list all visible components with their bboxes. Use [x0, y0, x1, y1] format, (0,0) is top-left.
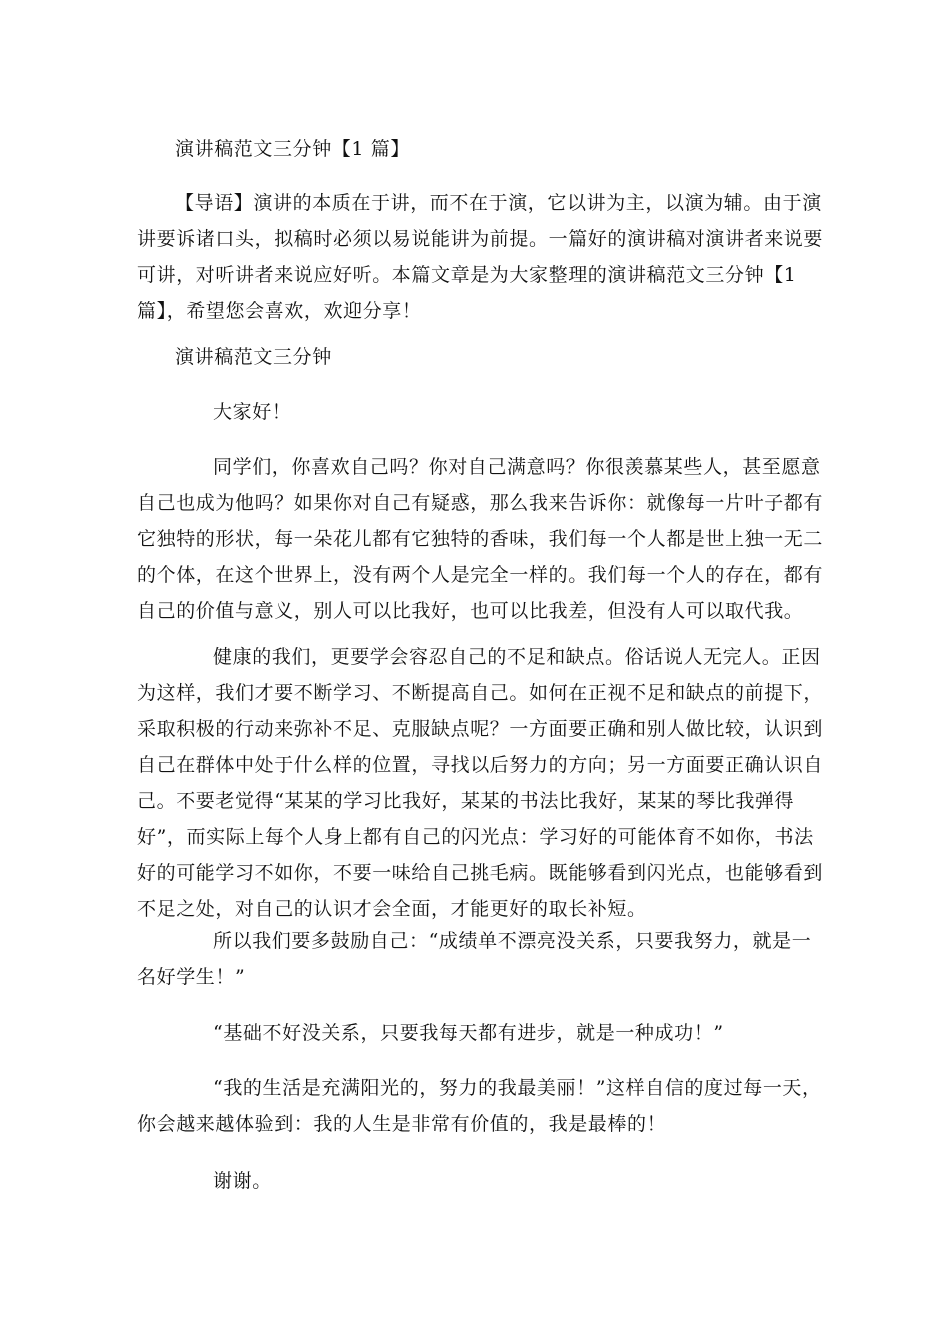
body-paragraph-3: 所以我们要多鼓励自己：“成绩单不漂亮没关系，只要我努力，就是一 名好学生！” [137, 930, 812, 988]
greeting: 大家好！ [213, 401, 292, 423]
document-title: 演讲稿范文三分钟【1 篇】 [175, 138, 410, 160]
body-paragraph-5: “我的生活是充满阳光的，努力的我最美丽！”这样自信的度过每一天， 你会越来越体验到：我的人生是非常有价值的，我是最棒的！ [137, 1077, 822, 1135]
body-paragraph-2: 健康的我们，更要学会容忍自己的不足和缺点。俗话说人无完人。正因 为这样，我们才要不断学习、不断提高自己。如何在正视不足和缺点的前提下， 采取积极的行动来弥补不足、克服缺点呢？一方面要正确和别人做比较，认识到 自己在群体中处于什么样的位置，寻找以后努力的方向；另一方面要正确认识自 己。不要老觉得“某某的学习比我好，某某的书法比我好，某某的琴比我弹得 好”，而实际上每个人身上都有自己的闪光点：学习好的可能体育不如你，书法 好的可能学习不如你，不要一味给自己挑毛病。既能够看到闪光点，也能够看到 不足之处，对自己的认识才会全面，才能更好的取长补短。 [137, 646, 824, 920]
body-paragraph-4: “基础不好没关系，只要我每天都有进步，就是一种成功！” [213, 1022, 724, 1044]
intro-paragraph: 【导语】演讲的本质在于讲，而不在于演，它以讲为主，以演为辅。由于演 讲要诉诸口头，拟稿时必须以易说能讲为前提。一篇好的演讲稿对演讲者来说要 可讲，对听讲者来说应好听。本篇文章是为大家整理的演讲稿范文三分钟【1 篇】，希望您会喜欢，欢迎分享！ [137, 192, 824, 322]
speech-subtitle: 演讲稿范文三分钟 [175, 346, 332, 368]
body-paragraph-1: 同学们，你喜欢自己吗？你对自己满意吗？你很羡慕某些人，甚至愿意 自己也成为他吗？如果你对自己有疑惑，那么我来告诉你：就像每一片叶子都有 它独特的形状，每一朵花儿都有它独特的香味，我们每一个人都是世上独一无二 的个体，在这个世界上，没有两个人是完全一样的。我们每一个人的存在，都有 自己的价值与意义，别人可以比我好，也可以比我差，但没有人可以取代我。 [137, 456, 824, 622]
closing-line: 谢谢。 [213, 1170, 272, 1192]
